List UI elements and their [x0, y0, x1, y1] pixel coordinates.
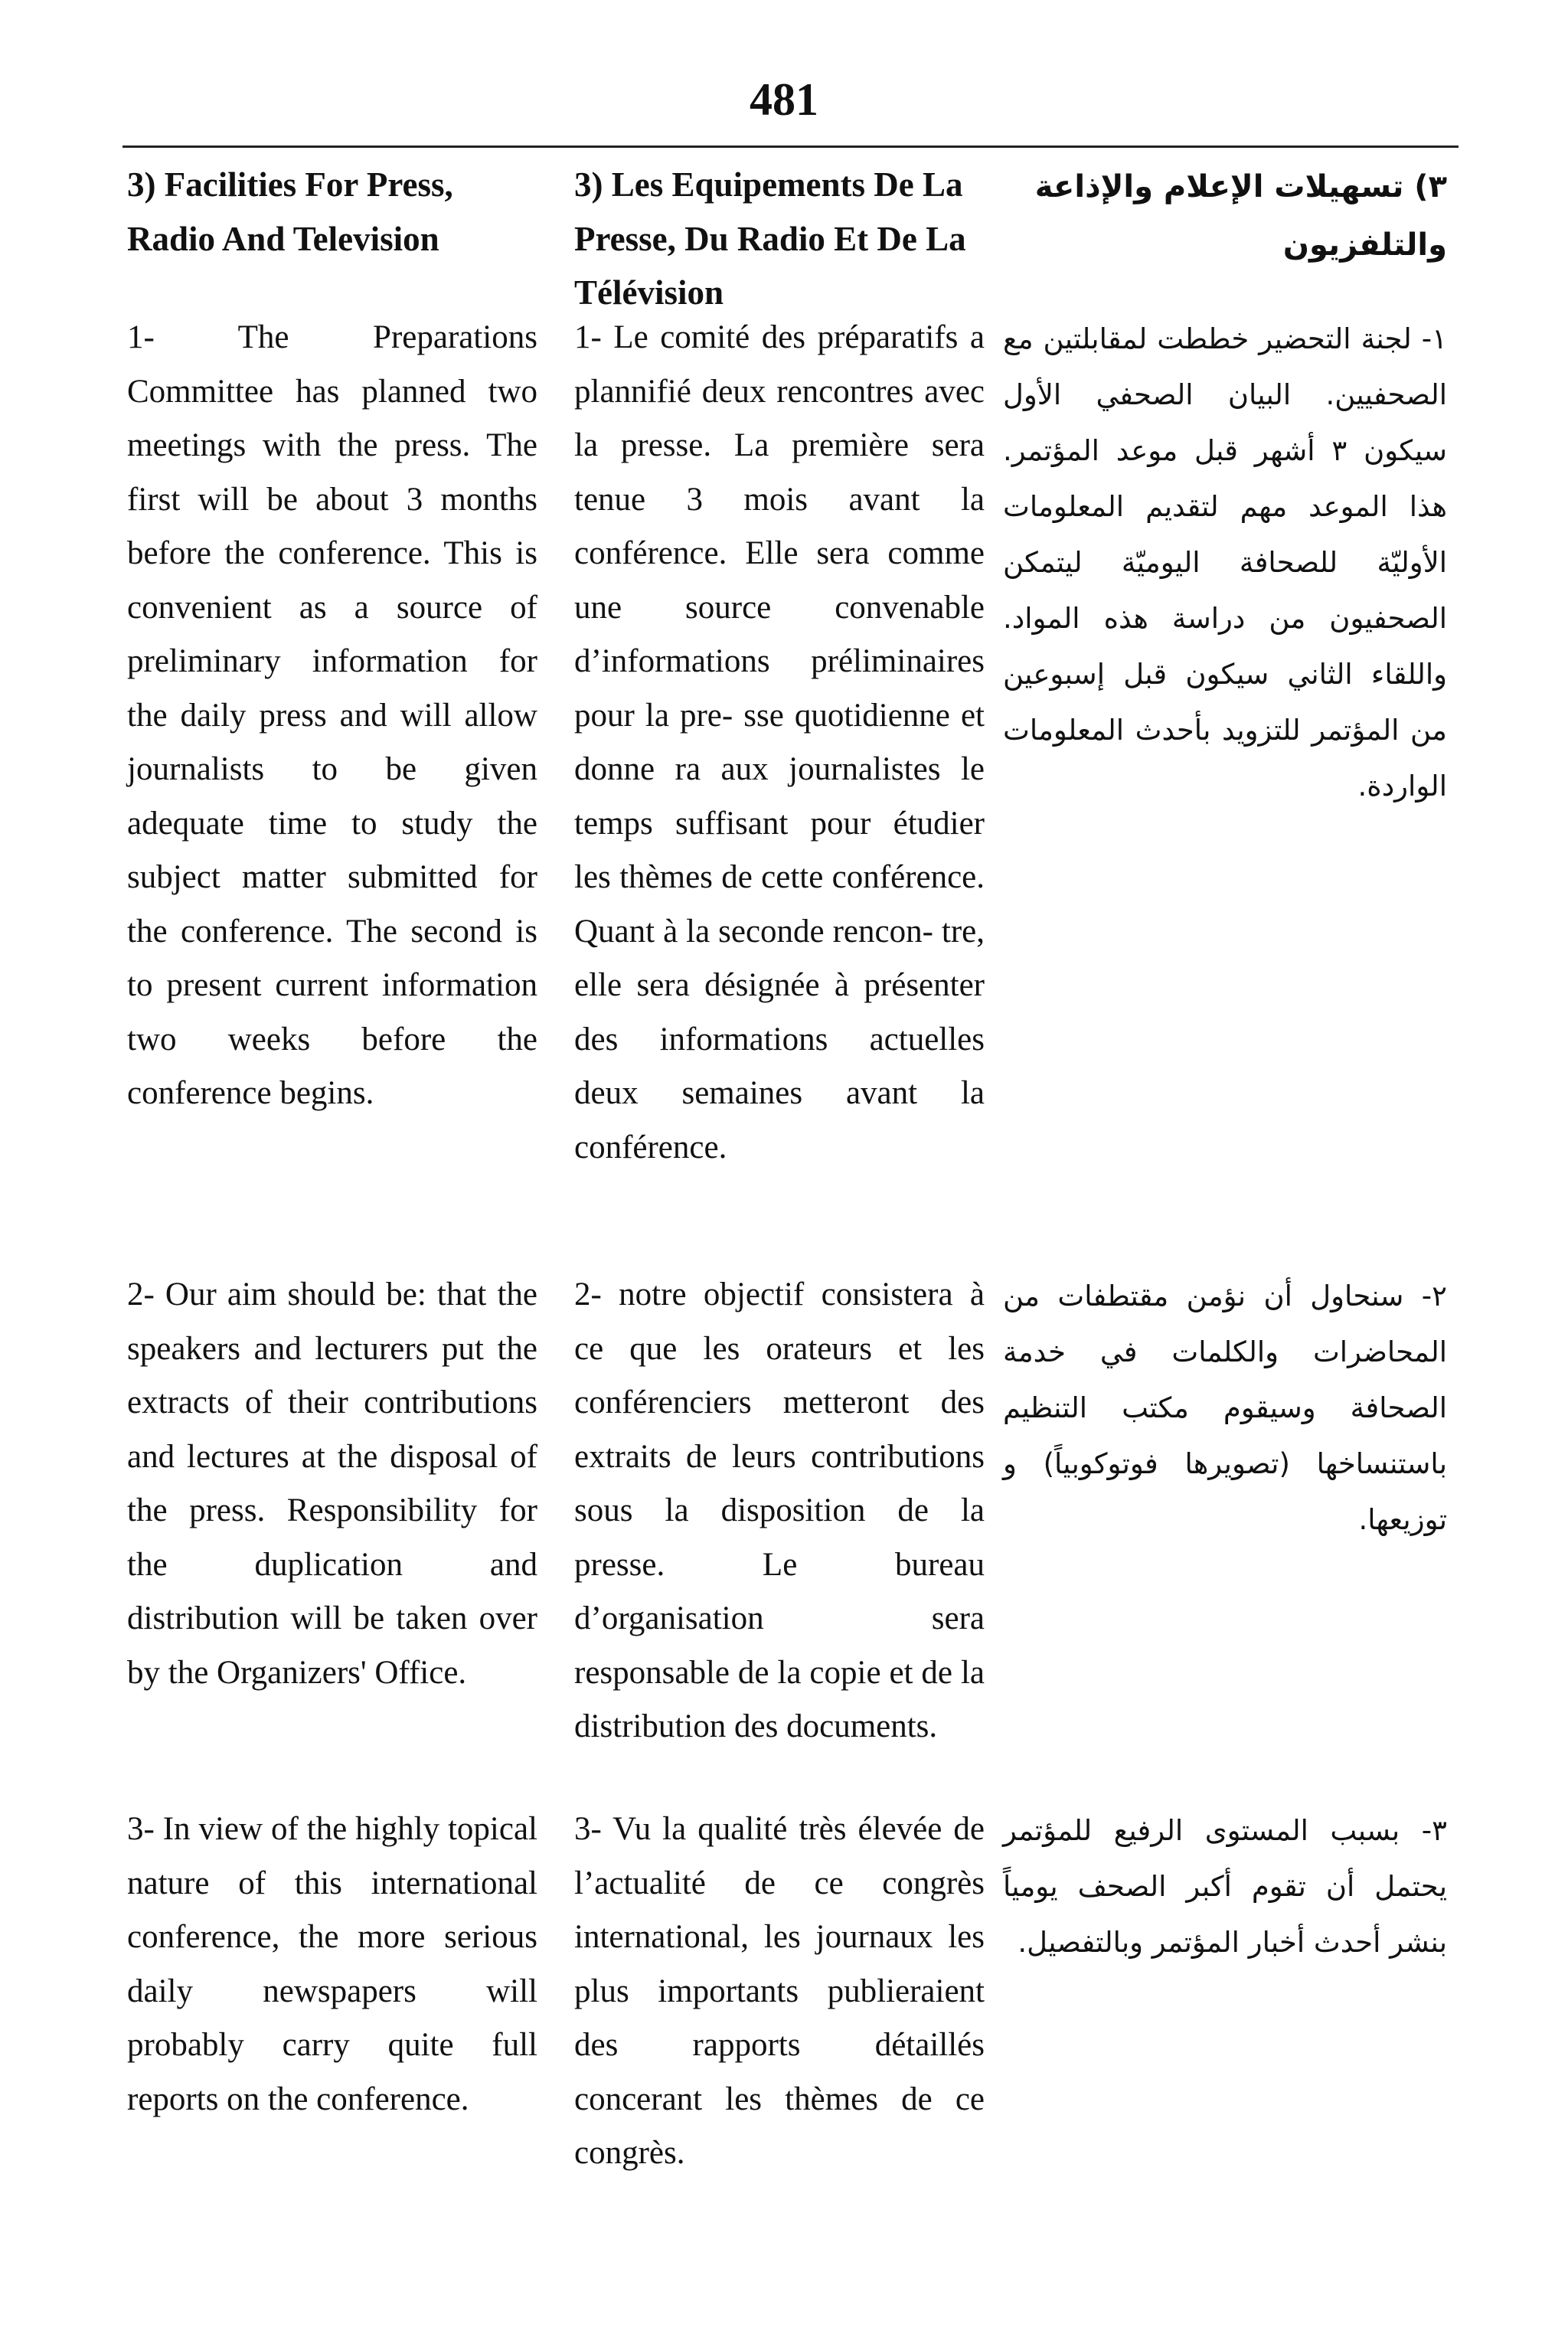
page-number: 481: [750, 74, 818, 125]
english-paragraph-3: 3- In view of the highly topical nature of this international conference, the more serious daily newspapers will probably carry quite full reports on the conference.: [127, 1811, 537, 2117]
french-heading: 3) Les Equipements De La Presse, Du Radio Et De La Télévision: [574, 165, 966, 312]
french-paragraph-2: 2- notre objectif consistera à ce que les orateurs et les conférenciers metteront des extraits de leurs contributions sous la disposition de la presse. Le bureau d’organisation sera responsable de la copie et de la distribution des documents.: [574, 1277, 985, 1744]
arabic-paragraph-1: ١- لجنة التحضير خططت لمقابلتين مع الصحفيين. البيان الصحفي الأول سيكون ٣ أشهر قبل موعد المؤتمر. هذا الموعد مهم لتقديم المعلومات الأوليّة للصحافة اليوميّة ليتمكن الصحفيون من دراسة هذه المواد. واللقاء الثاني سيكون قبل إسبوعين من المؤتمر للتزويد بأحدث المعلومات الواردة.: [1003, 322, 1447, 803]
french-paragraph-3: 3- Vu la qualité très élevée de l’actualité de ce congrès international, les journaux les plus importants publieraient des rapports détaillés concerant les thèmes de ce congrès.: [574, 1811, 985, 2171]
english-paragraph-2: 2- Our aim should be: that the speakers and lecturers put the extracts of their contributions and lectures at the disposal of the press. Responsibility for the duplication and distribution will be taken over by the Organizers' Office.: [127, 1277, 537, 1691]
header-rule: [122, 145, 1459, 148]
arabic-heading: ٣) تسهيلات الإعلام والإذاعة والتلفزيون: [1034, 169, 1447, 263]
french-paragraph-1: 1- Le comité des préparatifs a plannifié deux rencontres avec la presse. La première sera tenue 3 mois avant la conférence. Elle sera comme une source convenable d’informations préliminaires pour la pre- sse quotidienne et donne ra aux journalistes le temps suffisant pour étudier les thèmes de cette conférence. Quant à la seconde rencon- tre, elle sera désignée à présenter des informations actuelles deux semaines avant la conférence.: [574, 319, 985, 1165]
arabic-paragraph-2: ٢- سنحاول أن نؤمن مقتطفات من المحاضرات والكلمات في خدمة الصحافة وسيقوم مكتب التنظيم باستنساخها (تصويرها فوتوكوبياً) و توزيعها.: [1003, 1280, 1447, 1536]
arabic-paragraph-3: ٣- بسبب المستوى الرفيع للمؤتمر يحتمل أن تقوم أكبر الصحف يومياً بنشر أحدث أخبار المؤتمر وبالتفصيل.: [1003, 1814, 1447, 1959]
english-paragraph-1: 1- The Preparations Committee has planned two meetings with the press. The first will be about 3 months before the conference. This is convenient as a source of preliminary information for the daily press and will allow journalists to be given adequate time to study the subject matter submitted for the conference. The second is to present current information two weeks before the conference begins.: [127, 319, 537, 1111]
english-heading: 3) Facilities For Press, Radio And Television: [127, 165, 453, 258]
